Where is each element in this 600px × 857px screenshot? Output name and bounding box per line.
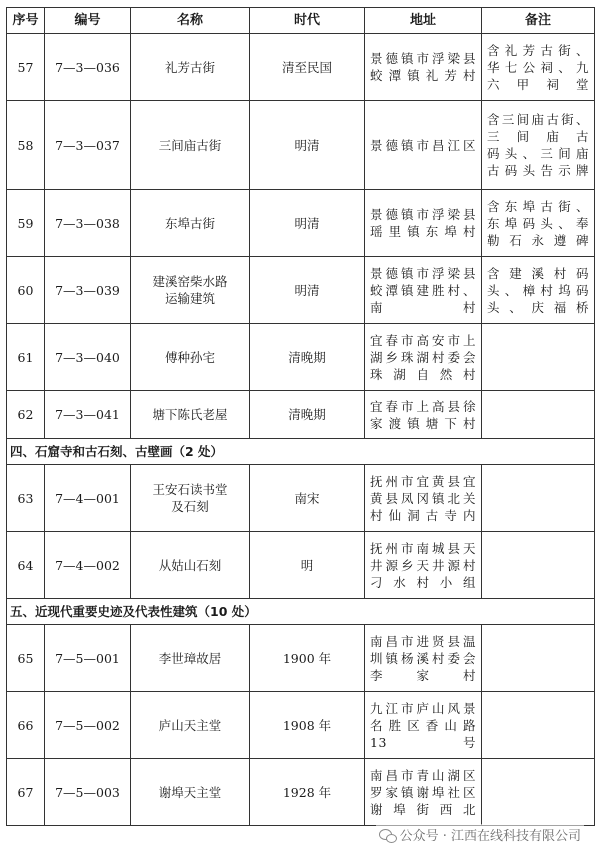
cell-seq: 66 — [7, 692, 45, 759]
note-line: 含建溪村码 — [487, 265, 589, 281]
cell-address — [365, 324, 482, 391]
header-seq: 序号 — [7, 8, 45, 34]
cell-seq: 61 — [7, 324, 45, 391]
cell-address — [365, 34, 482, 101]
address-line: 圳镇杨溪村委会 — [370, 650, 476, 666]
address-line: 宜春市上高县徐 — [370, 398, 476, 414]
section-5-heading-row — [7, 599, 595, 625]
cell-note — [482, 101, 595, 190]
address-line: 抚州市宜黄县宜 — [370, 473, 476, 489]
name-line: 建溪窑柴水路 — [152, 274, 228, 289]
header-note: 备注 — [482, 8, 595, 34]
section-5-rows — [7, 625, 595, 826]
cell-name — [131, 257, 250, 324]
name-line: 东埠古街 — [164, 215, 215, 231]
address-line: 黄县凤冈镇北关 — [370, 490, 476, 506]
cell-note — [482, 759, 595, 826]
address-line: 刁水村小组 — [370, 574, 476, 590]
cell-address — [365, 532, 482, 599]
cell-era: 南宋 — [250, 465, 365, 532]
cell-note — [482, 34, 595, 101]
wechat-icon — [379, 829, 397, 842]
address-line: 谢埠街西北 — [370, 801, 476, 817]
cell-seq: 64 — [7, 532, 45, 599]
cell-code: 7—5—003 — [45, 759, 131, 826]
cell-code: 7—3—036 — [45, 34, 131, 101]
cell-name — [131, 625, 250, 692]
table-row — [7, 257, 595, 324]
name-line: 谢埠天主堂 — [158, 784, 222, 800]
cell-code: 7—3—041 — [45, 391, 131, 439]
table-row — [7, 101, 595, 190]
name-line: 三间庙古街 — [158, 137, 222, 153]
address-line: 蛟潭镇礼芳村 — [370, 68, 476, 83]
section-4-heading-row — [7, 439, 595, 465]
note-line: 码头、三间庙 — [487, 146, 589, 161]
address-line: 南村 — [370, 299, 476, 315]
note-line: 华七公祠、九 — [487, 59, 589, 75]
address-line: 家渡镇塘下村 — [370, 415, 476, 431]
header-era: 时代 — [250, 8, 365, 34]
table-row — [7, 692, 595, 759]
cell-code: 7—3—038 — [45, 190, 131, 257]
cell-note — [482, 190, 595, 257]
cell-seq: 67 — [7, 759, 45, 826]
cell-code: 7—3—037 — [45, 101, 131, 190]
address-line: 九江市庐山风景 — [370, 700, 476, 716]
name-line: 及石刻 — [171, 499, 209, 514]
address-line: 南昌市进贤县温 — [370, 633, 476, 649]
cell-name — [131, 34, 250, 101]
cell-seq: 63 — [7, 465, 45, 532]
cell-code: 7—4—001 — [45, 465, 131, 532]
cell-era: 1908 年 — [250, 692, 365, 759]
cell-address — [365, 759, 482, 826]
cell-address — [365, 625, 482, 692]
cell-address — [365, 391, 482, 439]
cell-code: 7—5—001 — [45, 625, 131, 692]
cell-era: 明清 — [250, 257, 365, 324]
watermark-text: 公众号 · 江西在线科技有限公司 — [399, 829, 581, 844]
header-address: 地址 — [365, 8, 482, 34]
table-row — [7, 324, 595, 391]
cell-name — [131, 692, 250, 759]
watermark — [376, 824, 584, 845]
cell-seq: 59 — [7, 190, 45, 257]
address-line: 瑶里镇东埠村 — [370, 224, 476, 239]
address-line: 村仙洞古寺内 — [370, 507, 476, 523]
address-line: 罗家镇谢埠社区 — [370, 784, 476, 800]
cell-note — [482, 465, 595, 532]
name-line: 王安石读书堂 — [152, 482, 228, 497]
cell-note — [482, 692, 595, 759]
cell-era: 1900 年 — [250, 625, 365, 692]
table-row — [7, 190, 595, 257]
cell-code: 7—5—002 — [45, 692, 131, 759]
address-line: 抚州市南城县天 — [370, 540, 476, 556]
cell-name — [131, 465, 250, 532]
cell-era: 明 — [250, 532, 365, 599]
address-line: 景德镇市浮梁县 — [370, 265, 476, 281]
cell-seq: 62 — [7, 391, 45, 439]
address-line: 湖乡珠湖村委会 — [370, 349, 476, 365]
section-5-heading: 五、近现代重要史迹及代表性建筑（10 处） — [7, 599, 595, 625]
cell-seq: 65 — [7, 625, 45, 692]
cell-name — [131, 101, 250, 190]
address-line: 珠湖自然村 — [370, 366, 476, 382]
cell-era: 清至民国 — [250, 34, 365, 101]
table-row — [7, 759, 595, 826]
note-line: 头、樟村坞码 — [487, 282, 589, 298]
cell-name — [131, 391, 250, 439]
cell-era: 清晚期 — [250, 391, 365, 439]
cell-seq: 57 — [7, 34, 45, 101]
cell-address — [365, 465, 482, 532]
section-3-rows — [7, 34, 595, 439]
cell-address — [365, 692, 482, 759]
note-line: 六甲祠堂 — [487, 76, 589, 92]
cell-note — [482, 625, 595, 692]
name-line: 傅种孙宅 — [164, 349, 215, 365]
address-line: 井源乡天井源村 — [370, 557, 476, 573]
cell-note — [482, 257, 595, 324]
note-line: 古码头告示牌 — [487, 163, 589, 178]
cell-code: 7—3—039 — [45, 257, 131, 324]
address-line: 13 号 — [370, 734, 476, 750]
cell-era: 清晚期 — [250, 324, 365, 391]
note-line: 含礼芳古街、 — [487, 42, 589, 58]
note-line: 头、庆福桥 — [487, 299, 589, 315]
table-header-row — [7, 8, 595, 34]
heritage-list-table — [6, 7, 595, 826]
header-name: 名称 — [131, 8, 250, 34]
name-line: 运输建筑 — [164, 291, 215, 306]
table-row — [7, 532, 595, 599]
cell-address — [365, 101, 482, 190]
name-line: 塘下陈氏老屋 — [152, 407, 228, 422]
address-line: 名胜区香山路 — [370, 717, 476, 733]
name-line: 庐山天主堂 — [158, 717, 222, 733]
cell-name — [131, 324, 250, 391]
note-line: 东埠码头、奉 — [487, 215, 589, 231]
cell-note — [482, 324, 595, 391]
cell-era: 明清 — [250, 101, 365, 190]
address-line: 宜春市高安市上 — [370, 332, 476, 348]
note-line: 含东埠古街、 — [487, 198, 589, 214]
cell-code: 7—3—040 — [45, 324, 131, 391]
table-row — [7, 465, 595, 532]
cell-name — [131, 532, 250, 599]
cell-note — [482, 391, 595, 439]
name-line: 从姑山石刻 — [158, 557, 222, 573]
cell-address — [365, 190, 482, 257]
address-line: 景德镇市浮梁县 — [370, 207, 476, 222]
cell-era: 明清 — [250, 190, 365, 257]
section-4-rows — [7, 465, 595, 599]
cell-seq: 60 — [7, 257, 45, 324]
name-line: 礼芳古街 — [164, 59, 215, 75]
header-code: 编号 — [45, 8, 131, 34]
address-line: 景德镇市浮梁县 — [370, 51, 476, 66]
cell-seq: 58 — [7, 101, 45, 190]
cell-code: 7—4—002 — [45, 532, 131, 599]
table-row — [7, 34, 595, 101]
address-line: 蛟潭镇建胜村、 — [370, 282, 476, 298]
table-row — [7, 625, 595, 692]
section-4-heading: 四、石窟寺和古石刻、古壁画（2 处） — [7, 439, 595, 465]
address-line: 南昌市青山湖区 — [370, 767, 476, 783]
cell-name — [131, 759, 250, 826]
cell-address — [365, 257, 482, 324]
note-line: 含三间庙古街、三间庙古 — [487, 112, 589, 144]
cell-name — [131, 190, 250, 257]
name-line: 李世璋故居 — [158, 650, 222, 666]
cell-era: 1928 年 — [250, 759, 365, 826]
table-row — [7, 391, 595, 439]
address-line: 李家村 — [370, 667, 476, 683]
cell-note — [482, 532, 595, 599]
note-line: 勒石永遵碑 — [487, 232, 589, 248]
address-line: 景德镇市昌江区 — [370, 137, 476, 153]
